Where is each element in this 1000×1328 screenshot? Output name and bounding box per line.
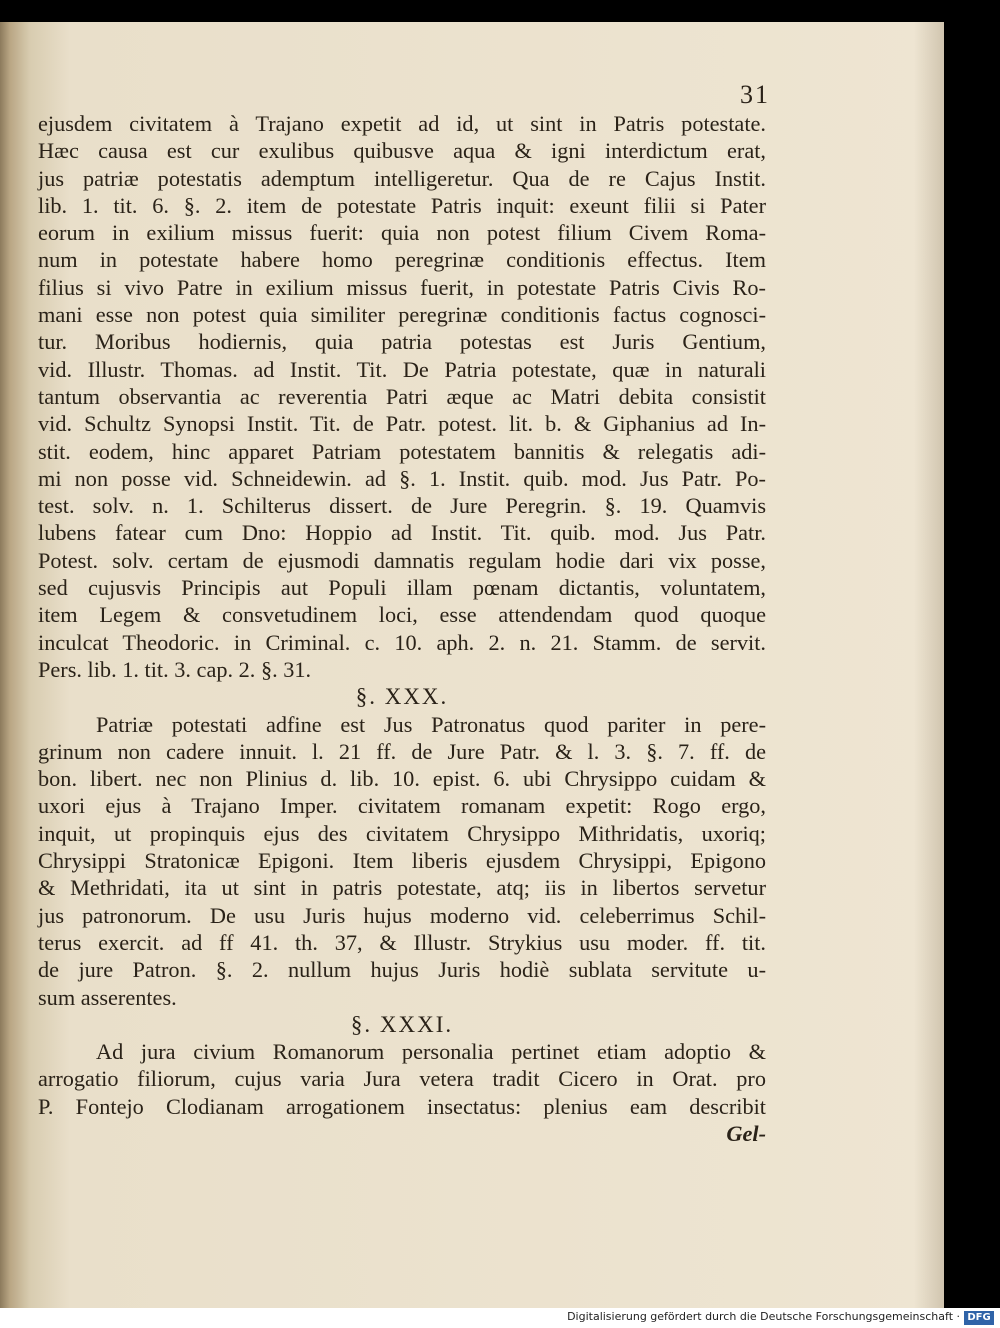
text-line: eorum in exilium missus fuerit: quia non potest filium Civem Roma- (38, 220, 766, 246)
catchword: Gel- (726, 1120, 766, 1146)
text-line: tantum observantia ac reverentia Patri æque ac Matri debita consistit (38, 383, 766, 409)
text-line: jus patronorum. De usu Juris hujus moderno vid. celeberrimus Schil- (38, 902, 766, 928)
text-line: & Methridati, ita ut sint in patris potestate, atq; iis in libertos servetur (38, 875, 766, 901)
text-line: Pers. lib. 1. tit. 3. cap. 2. §. 31. (38, 656, 312, 682)
text-line: inculcat Theodoric. in Criminal. c. 10. aph. 2. n. 21. Stamm. de servit. (38, 629, 766, 655)
text-line: test. solv. n. 1. Schilterus dissert. de Jure Peregrin. §. 19. Quamvis (38, 493, 766, 519)
text-line: terus exercit. ad ff 41. th. 37, & Illustr. Strykius usu moder. ff. tit. (38, 929, 766, 955)
text-line: jus patriæ potestatis ademptum intelligeretur. Qua de re Cajus Instit. (38, 165, 766, 191)
body-text (38, 110, 766, 1147)
dfg-logo: DFG (964, 1311, 994, 1325)
text-line: item Legem & consvetudinem loci, esse attendendam quod quoque (38, 602, 766, 628)
text-line: sum asserentes. (38, 984, 177, 1010)
text-line: lib. 1. tit. 6. §. 2. item de potestate Patris inquit: exeunt filii si Pater (38, 192, 766, 218)
text-line: Ad jura civium Romanorum personalia pertinet etiam adoptio & (96, 1039, 766, 1065)
text-line: sed cujusvis Principis aut Populi illam pœnam dictantis, voluntatem, (38, 575, 766, 601)
text-line: Patriæ potestati adfine est Jus Patronatus quod pariter in pere- (96, 711, 766, 737)
text-line: Hæc causa est cur exulibus quibusve aqua & igni interdictum erat, (38, 138, 766, 164)
text-line: grinum non cadere innuit. l. 21 ff. de Jure Patr. & l. 3. §. 7. ff. de (38, 738, 766, 764)
text-line: stit. eodem, hinc apparet Patriam potestatem bannitis & relegatis adi- (38, 438, 766, 464)
text-line: Potest. solv. certam de ejusmodi damnatis regulam hodie dari vix posse, (38, 547, 766, 573)
text-line: arrogatio filiorum, cujus varia Jura vetera tradit Cicero in Orat. pro (38, 1066, 766, 1092)
section-heading: §. XXX. (355, 684, 449, 710)
page-number: 31 (740, 80, 770, 109)
section-heading: §. XXXI. (350, 1011, 454, 1037)
text-line: de jure Patron. §. 2. nullum hujus Juris hodiè sublata servitute u- (38, 957, 766, 983)
text-line: num in potestate habere homo peregrinæ conditionis effectus. Item (38, 247, 766, 273)
scanned-page (0, 22, 944, 1308)
text-line: lubens fatear cum Dno: Hoppio ad Instit. Tit. quib. mod. Jus Patr. (38, 520, 766, 546)
text-line: tur. Moribus hodiernis, quia patria potestas est Juris Gentium, (38, 329, 766, 355)
footer-bar (0, 1308, 1000, 1328)
text-line: bon. libert. nec non Plinius d. lib. 10. epist. 6. ubi Chrysippo cuidam & (38, 766, 766, 792)
text-line: Chrysippi Stratonicæ Epigoni. Item liberis ejusdem Chrysippi, Epigono (38, 848, 766, 874)
text-line: vid. Schultz Synopsi Instit. Tit. de Patr. potest. lit. b. & Giphanius ad In- (38, 411, 766, 437)
text-line: P. Fontejo Clodianam arrogationem insectatus: plenius eam describit (38, 1093, 766, 1119)
text-line: mi non posse vid. Schneidewin. ad §. 1. Instit. quib. mod. Jus Patr. Po- (38, 465, 766, 491)
text-line: uxori ejus à Trajano Imper. civitatem romanam expetit: Rogo ergo, (38, 793, 766, 819)
text-line: filius si vivo Patre in exilium missus fuerit, in potestate Patris Civis Ro- (38, 274, 766, 300)
text-line: ejusdem civitatem à Trajano expetit ad id, ut sint in Patris potestate. (38, 111, 766, 136)
page-shadow (914, 22, 944, 1308)
text-line: mani esse non potest quia similiter peregrinæ conditionis factus cognosci- (38, 302, 766, 328)
text-line: inquit, ut propinquis ejus des civitatem Chrysippo Mithridatis, uxoriq; (38, 820, 766, 846)
text-line: vid. Illustr. Thomas. ad Instit. Tit. De Patria potestate, quæ in naturali (38, 356, 766, 382)
footer-credit: Digitalisierung gefördert durch die Deutsche Forschungsgemeinschaft · (567, 1310, 960, 1323)
